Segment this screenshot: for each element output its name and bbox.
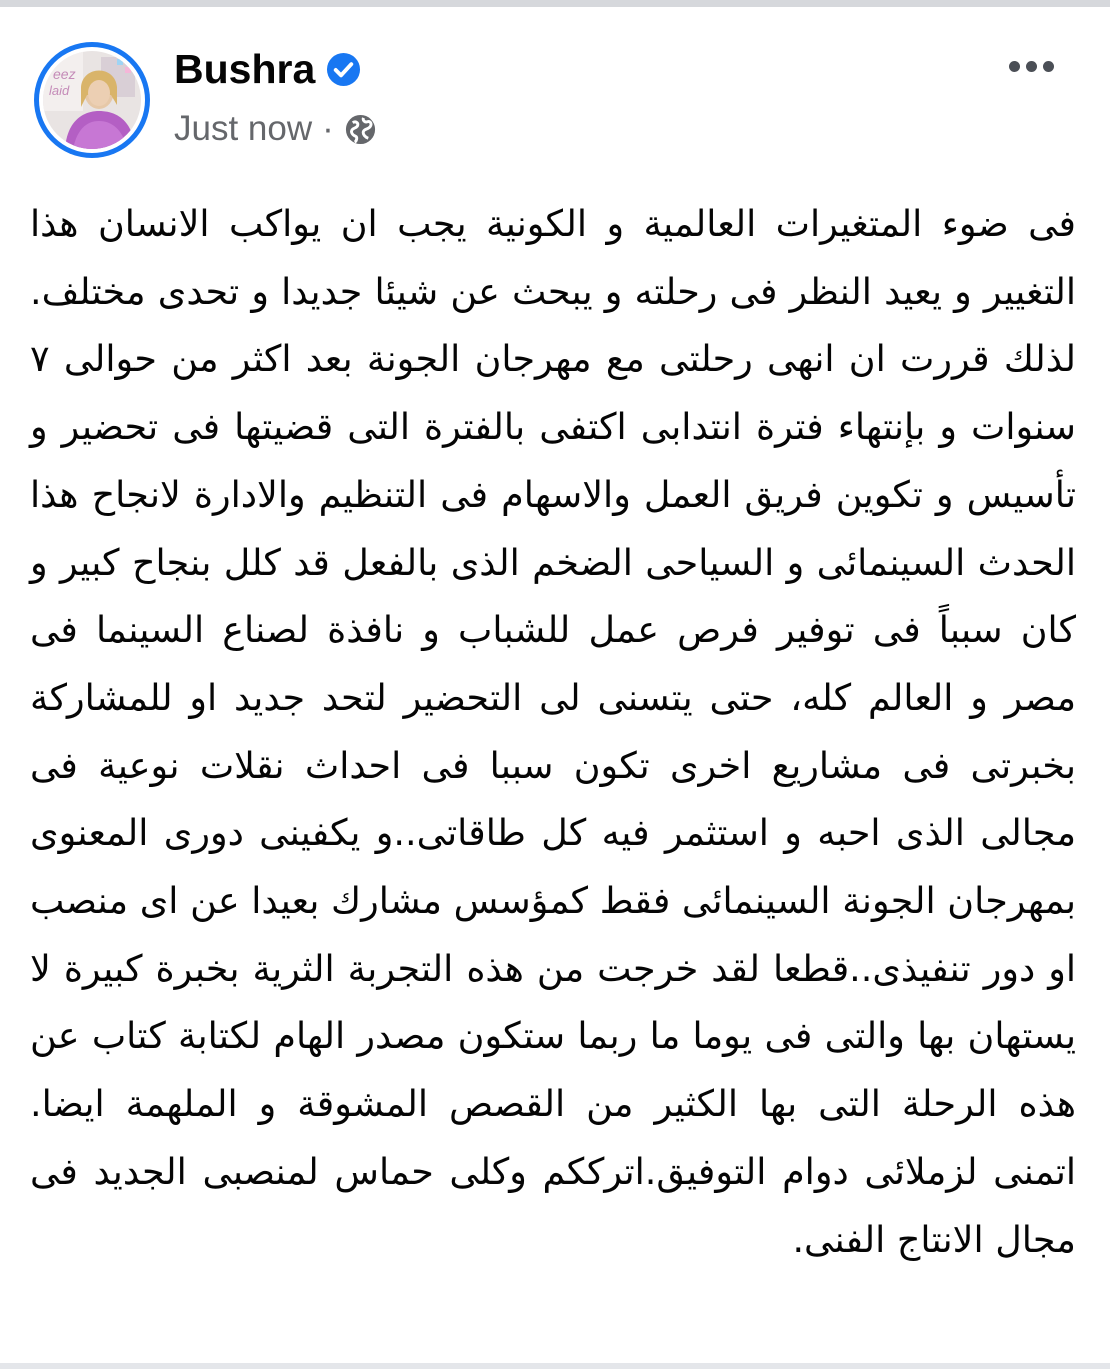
avatar-border bbox=[39, 47, 145, 153]
post-timestamp[interactable]: Just now bbox=[174, 109, 313, 148]
svg-text:laid: laid bbox=[49, 83, 70, 98]
avatar-photo bbox=[43, 51, 141, 149]
more-options-icon bbox=[1009, 61, 1020, 72]
more-options-icon-dot bbox=[1026, 61, 1037, 72]
meta-separator: · bbox=[322, 109, 334, 148]
avatar[interactable] bbox=[34, 42, 150, 158]
post-text: فى ضوء المتغيرات العالمية و الكونية يجب ان يواكب الانسان هذا التغيير و يعيد النظر فى رحلته و يبحث عن شيئا جديدا و تحدى مختلف. لذلك قررت ان انهى رحلتى مع مهرجان الجونة بعد اكثر من حوالى ٧ سنوات و بإنتهاء فترة انتدابى اكتفى بالفترة التى قضيتها فى تحضير و تأسيس و تكوين فريق العمل والاسهام فى التنظيم والادارة لانجاح هذا الحدث السينمائى و السياحى الضخم الذى بالفعل قد كلل بنجاح كبير و كان سبباً فى توفير فرص عمل للشباب و نافذة لصناع السينما فى مصر و العالم كله، حتى يتسنى لى التحضير لتحد جديد او للمشاركة بخبرتى فى مشاريع اخرى تكون سببا فى احداث نقلات نوعية فى مجالى الذى احبه و استثمر فيه كل طاقاتى..و يكفينى دورى المعنوى بمهرجان الجونة السينمائى فقط كمؤسس مشارك بعيدا عن اى منصب او دور تنفيذى..قطعا لقد خرجت من هذه التجربة الثرية بخبرة كبيرة لا يستهان بها والتى فى يوما ما ربما ستكون مصدر الهام لكتابة كتاب عن هذه الرحلة التى بها الكثير من القصص المشوقة و الملهمة ايضا. اتمنى لزملائى دوام التوفيق.اترككم وكلى حماس لمنصبى الجديد فى مجال الانتاج الفنى. bbox=[30, 202, 1076, 1261]
more-options-button[interactable] bbox=[998, 46, 1064, 86]
bottom-divider bbox=[0, 1363, 1110, 1369]
more-options-icon-dot bbox=[1043, 61, 1054, 72]
svg-text:eez: eez bbox=[53, 66, 76, 82]
top-divider bbox=[0, 0, 1110, 7]
verified-badge-icon bbox=[326, 52, 361, 87]
author-row bbox=[174, 42, 361, 96]
avatar-image bbox=[43, 51, 141, 149]
author-name[interactable]: Bushra bbox=[174, 45, 316, 92]
post-meta bbox=[174, 106, 377, 152]
globe-icon[interactable] bbox=[344, 113, 377, 146]
